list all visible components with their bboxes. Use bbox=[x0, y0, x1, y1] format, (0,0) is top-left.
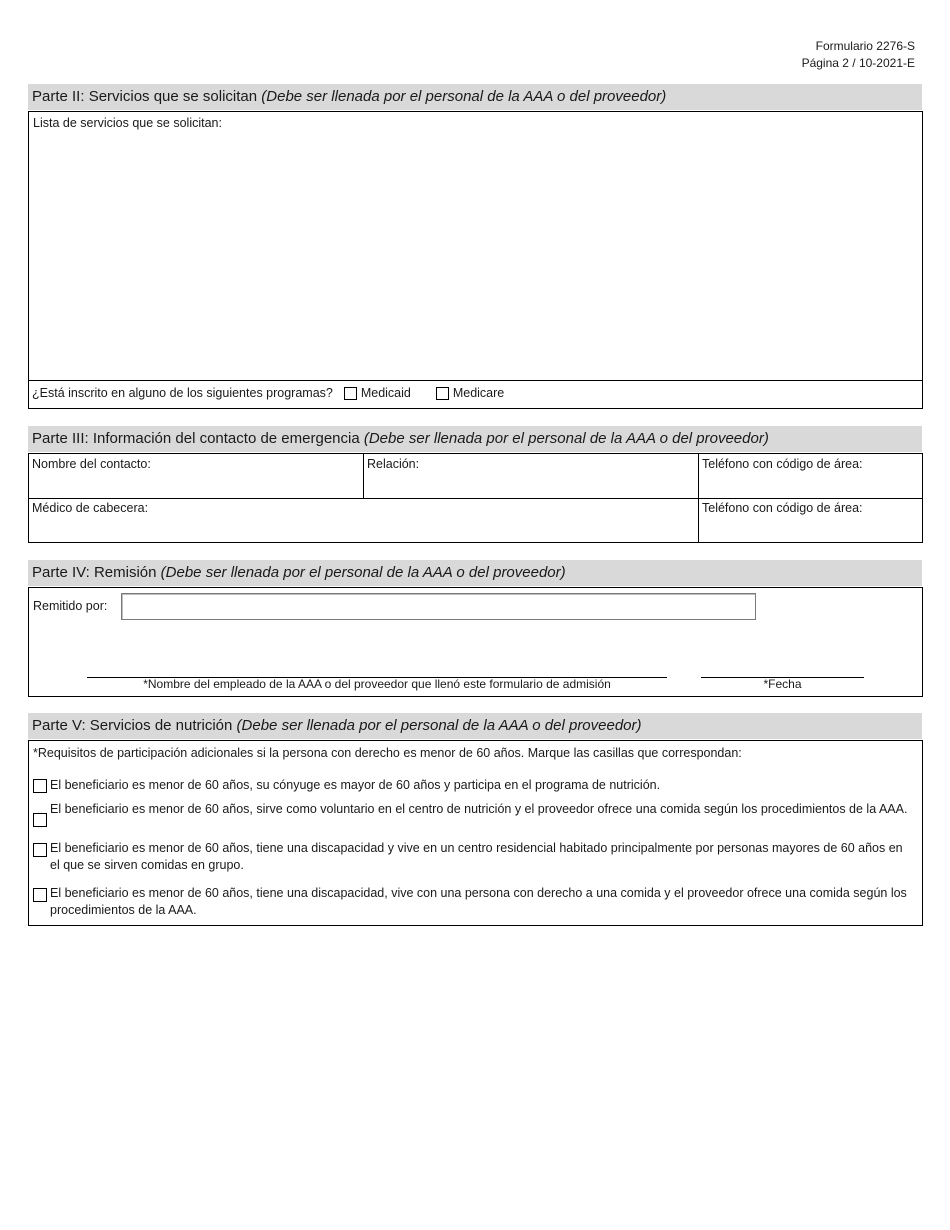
medicaid-label: Medicaid bbox=[360, 386, 411, 400]
part3-title: Parte III: Información del contacto de emergencia bbox=[32, 430, 360, 447]
option-volunteer-text: El beneficiario es menor de 60 años, sirve como voluntario en el centro de nutrición y el proveedor ofrece una comida según los procedimientos de la AAA. bbox=[50, 802, 908, 816]
option-disability-residence-checkbox[interactable] bbox=[33, 843, 47, 857]
employee-caption: *Nombre del empleado de la AAA o del proveedor que llenó este formulario de admisión bbox=[143, 677, 611, 691]
part2-note: (Debe ser llenada por el personal de la AAA o del proveedor) bbox=[261, 88, 667, 105]
page-info: Página 2 / 10-2021-E bbox=[801, 56, 915, 70]
option-spouse-over-60-checkbox[interactable] bbox=[33, 779, 47, 793]
form-number: Formulario 2276-S bbox=[815, 39, 915, 53]
contact-name-field[interactable]: Nombre del contacto: bbox=[32, 457, 151, 471]
part4-box bbox=[28, 587, 923, 697]
part3-box bbox=[28, 453, 923, 543]
part3-title-bar bbox=[28, 426, 922, 452]
programs-row bbox=[32, 386, 504, 400]
option-volunteer-checkbox[interactable] bbox=[33, 813, 47, 827]
option-spouse-over-60-text: El beneficiario es menor de 60 años, su cónyuge es mayor de 60 años y participa en el programa de nutrición. bbox=[50, 778, 661, 792]
services-label: Lista de servicios que se solicitan: bbox=[33, 116, 222, 130]
relation-field[interactable]: Relación: bbox=[367, 457, 420, 471]
programs-question: ¿Está inscrito en alguno de los siguientes programas? bbox=[32, 386, 333, 400]
part5-intro: *Requisitos de participación adicionales si la persona con derecho es menor de 60 años. Marque las casillas que correspondan: bbox=[33, 746, 742, 760]
part2-box bbox=[28, 111, 923, 409]
doctor-phone-field[interactable]: Teléfono con código de área: bbox=[702, 501, 863, 515]
medicaid-checkbox[interactable] bbox=[344, 387, 357, 400]
part5-title: Parte V: Servicios de nutrición bbox=[32, 717, 233, 734]
services-list-field[interactable] bbox=[31, 134, 921, 382]
part2-title: Parte II: Servicios que se solicitan bbox=[32, 88, 258, 105]
doctor-field[interactable]: Médico de cabecera: bbox=[32, 501, 149, 515]
part2-title-bar bbox=[28, 84, 922, 110]
referred-by-input[interactable] bbox=[121, 593, 756, 620]
part3-col-divider-1 bbox=[363, 454, 364, 498]
option-disability-lives-with-checkbox[interactable] bbox=[33, 888, 47, 902]
part4-note: (Debe ser llenada por el personal de la AAA o del proveedor) bbox=[160, 564, 566, 581]
part4-title-bar bbox=[28, 560, 922, 586]
part3-row-divider bbox=[29, 498, 922, 499]
part5-title-bar bbox=[28, 713, 922, 739]
part5-box bbox=[28, 740, 923, 926]
referred-by-label: Remitido por: bbox=[33, 599, 108, 613]
option-disability-lives-with-text: El beneficiario es menor de 60 años, tiene una discapacidad, vive con una persona con derecho a una comida y el proveedor ofrece una comida según los procedimientos de la AAA. bbox=[50, 886, 907, 917]
part2-divider bbox=[29, 380, 922, 381]
contact-phone-field[interactable]: Teléfono con código de área: bbox=[702, 457, 863, 471]
option-disability-residence-text: El beneficiario es menor de 60 años, tiene una discapacidad y vive en un centro residencial habitado principalmente por personas mayores de 60 años en el que se sirven comidas en grupo. bbox=[50, 841, 903, 872]
form-header bbox=[802, 38, 915, 72]
medicare-checkbox[interactable] bbox=[436, 387, 449, 400]
part3-note: (Debe ser llenada por el personal de la AAA o del proveedor) bbox=[363, 430, 769, 447]
date-caption: *Fecha bbox=[763, 677, 802, 691]
part4-title: Parte IV: Remisión bbox=[32, 564, 157, 581]
medicare-label: Medicare bbox=[452, 386, 505, 400]
part5-note: (Debe ser llenada por el personal de la AAA o del proveedor) bbox=[236, 717, 642, 734]
